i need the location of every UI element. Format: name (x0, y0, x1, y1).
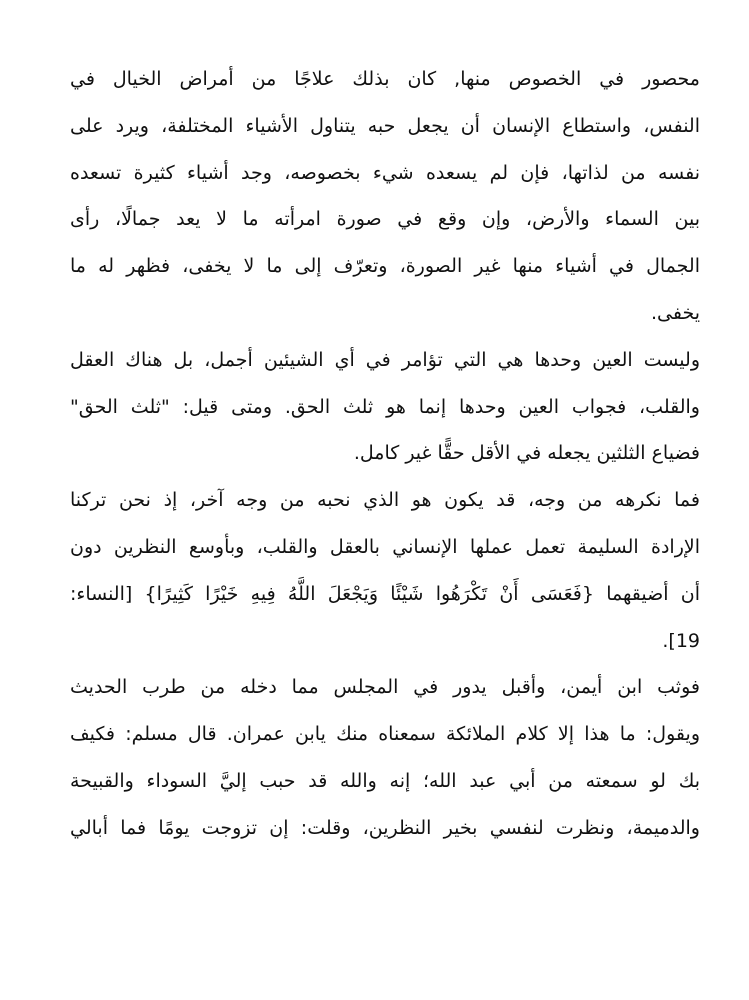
text-line: النفس، واستطاع الإنسان أن يجعل حبه يتناول الأشياء المختلفة، ويرد على (70, 114, 700, 137)
paragraph-4 (70, 664, 700, 851)
text-line: وليست العين وحدها هي التي تؤامر في أي الشيئين أجمل، بل هناك العقل (70, 348, 700, 371)
text-line: الإرادة السليمة تعمل عملها الإنساني بالعقل والقلب، وبأوسع النظرين دون (70, 535, 700, 558)
text-line: ويقول: ما هذا إلا كلام الملائكة سمعناه منك يابن عمران. قال مسلم: فكيف (70, 723, 700, 746)
text-line: فضياع الثلثين يجعله في الأقل حقًّا غير كامل. (353, 442, 700, 465)
paragraph-2 (70, 337, 700, 477)
text-line: والدميمة، ونظرت لنفسي بخير النظرين، وقلت: إن تزوجت يومًا فما أبالي (70, 816, 700, 839)
text-line: فوثب ابن أيمن، وأقبل يدور في المجلس مما دخله من طرب الحديث (70, 676, 700, 699)
text-line: أن أضيقهما {فَعَسَى أَنْ تَكْرَهُوا شَيْئًا وَيَجْعَلَ اللَّهُ فِيهِ خَيْرًا كَثِيرًا} [النساء: (70, 582, 700, 605)
text-line: والقلب، فجواب العين وحدها إنما هو ثلث الحق. ومتى قيل: "ثلث الحق" (70, 395, 700, 418)
text-line: بين السماء والأرض، وإن وقع في صورة امرأته ما لا يعد جمالًا، رأى (70, 208, 700, 231)
paragraph-1 (70, 56, 700, 337)
document-page (70, 56, 700, 852)
text-line: فما نكرهه من وجه، قد يكون هو الذي نحبه من وجه آخر، إذ نحن تركنا (70, 489, 700, 512)
text-line: 19]. (662, 629, 700, 652)
text-line: محصور في الخصوص منها, كان بذلك علاجًا من أمراض الخيال في (70, 68, 700, 90)
text-line: يخفى. (650, 301, 700, 324)
paragraph-3 (70, 477, 700, 664)
text-line: نفسه من لذاتها، فإن لم يسعده شيء بخصوصه، وجد أشياء كثيرة تسعده (70, 161, 700, 184)
text-line: بك لو سمعته من أبي عبد الله؛ إنه والله قد حبب إليَّ السوداء والقبيحة (70, 769, 700, 792)
text-line: الجمال في أشياء منها غير الصورة، وتعرّف إلى ما لا يخفى، فظهر له ما (70, 255, 700, 278)
